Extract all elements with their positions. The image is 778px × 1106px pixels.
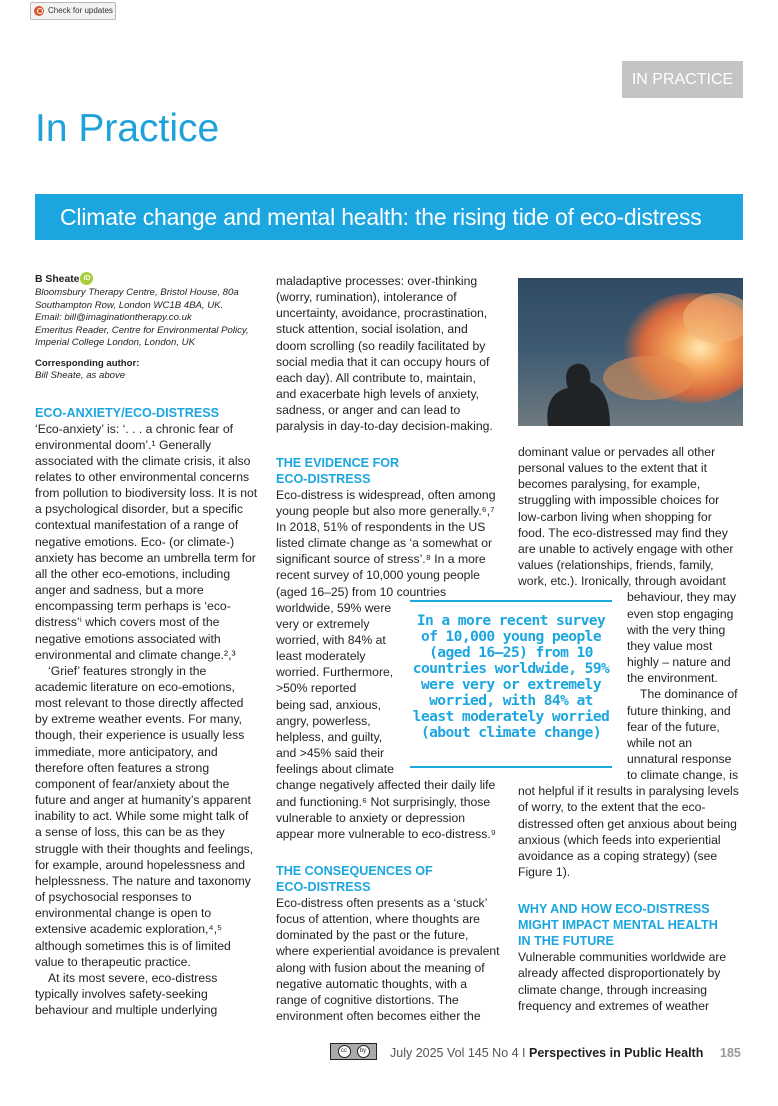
corresponding-value: Bill Sheate, as above: [35, 370, 126, 381]
text-line: paralysis in day-to-day decision-making.: [276, 419, 493, 434]
text-line: social media that it can occupy hours of: [276, 354, 490, 369]
text-line: maladaptive processes: over-thinking: [276, 274, 478, 288]
text-line: while not an: [627, 735, 693, 750]
consequences-body: [276, 895, 504, 1024]
text-line: contextual manifestation of a range of: [35, 518, 239, 533]
col2-intro: [276, 273, 504, 435]
text-line: all the other eco-emotions, including: [35, 566, 231, 581]
text-line: avoidance as a coping strategy) (see: [518, 848, 718, 863]
text-line: environmental change is open to: [35, 906, 212, 921]
text-line: At its most severe, eco-distress: [48, 970, 218, 985]
col3-body-wrap: [518, 589, 744, 783]
text-line: feelings about climate: [276, 762, 394, 777]
text-line: worried, with 84% at: [276, 632, 386, 647]
text-line: and exacerbate high levels of anxiety,: [276, 387, 480, 402]
text-line: dominated by the past or the future,: [276, 928, 469, 943]
evidence-body-tail: [276, 777, 504, 842]
text-line: food. The eco-distressed may find they: [518, 525, 728, 540]
text-line: already affected disproportionately by: [518, 966, 721, 981]
text-line: significant source of stress’.⁸ In a more: [276, 552, 486, 567]
text-line: ‘Eco-anxiety’ is: ‘. . . a chronic fear of: [35, 421, 234, 436]
text-line: are unable to actively engage with other: [518, 541, 734, 556]
text-line: listed climate change as ‘a somewhat or: [276, 536, 493, 551]
text-line: In 2018, 51% of respondents in the US: [276, 519, 486, 534]
future-body: [518, 949, 744, 1014]
article-title: Climate change and mental health: the rising tide of eco-distress: [35, 194, 743, 240]
text-line: unnatural response: [627, 751, 732, 766]
author-name: B Sheate: [35, 274, 80, 285]
text-line: of psychosocial responses to: [35, 890, 192, 905]
text-line: highly – nature and: [627, 655, 731, 670]
affiliation-line: Bloomsbury Therapy Centre, Bristol House, 80a: [35, 287, 239, 298]
text-line: a psychological disorder, but a specific: [35, 502, 243, 517]
text-line: and >45% said their: [276, 746, 385, 761]
text-line: least moderately: [276, 649, 366, 664]
author-email[interactable]: Email: bill@imaginationtherapy.co.uk: [35, 312, 192, 323]
text-line: range of cognitive distortions. The: [276, 992, 459, 1007]
heading-line: WHY AND HOW ECO-DISTRESS: [518, 902, 710, 917]
text-line: very or extremely: [276, 616, 370, 631]
text-line: component of fear/anxiety about the: [35, 776, 230, 791]
text-line: to climate change, is: [627, 768, 739, 783]
text-line: distressed often get anxious about being: [518, 816, 737, 831]
affiliation-line: Emeritus Reader, Centre for Environmental Policy,: [35, 324, 249, 336]
text-line: Vulnerable communities worldwide are: [518, 950, 727, 965]
author-affiliation: [35, 287, 265, 350]
creative-commons-license-icon[interactable]: [330, 1043, 377, 1060]
text-line: young people but also more generally.⁶,⁷: [276, 503, 495, 518]
section-heading-eco-anxiety: ECO-ANXIETY/ECO-DISTRESS: [35, 405, 220, 420]
text-line: (worry, rumination), intolerance of: [276, 290, 457, 305]
sunset-silhouette-image: [518, 278, 743, 426]
text-line: inability to act. While some might talk of: [35, 809, 249, 824]
text-line: from pollution to biodiversity loss. It is not: [35, 486, 258, 501]
text-line: extensive academic exploration,⁴,⁵: [35, 922, 223, 937]
text-line: helpless, and guilty,: [276, 729, 383, 744]
text-line: anxiety has become an umbrella term for: [35, 550, 256, 565]
cc-icon: cc: [338, 1045, 351, 1058]
text-line: uncertainty, avoidance, procrastination,: [276, 306, 488, 321]
text-line: along with fusion about the meaning of: [276, 960, 485, 975]
text-line: with the very thing: [627, 622, 726, 637]
text-line: by extreme weather events. For many,: [35, 712, 243, 727]
text-line: the environment.: [627, 671, 718, 686]
text-line: for example, around hopelessness and: [35, 857, 246, 872]
text-line: vulnerable to anxiety or depression: [276, 810, 466, 825]
text-line: struggle with their thoughts and feelings,: [35, 841, 254, 856]
text-line: behaviour and multiple underlying: [35, 1003, 218, 1018]
text-line: (aged 16–25) from 10 countries: [276, 584, 447, 599]
text-line: worldwide, 59% were: [276, 600, 392, 615]
text-line: not helpful if it results in paralysing levels: [518, 784, 739, 799]
text-line: negative emotions associated with: [35, 631, 221, 646]
text-line: Eco-distress is widespread, often among: [276, 487, 496, 502]
heading-line: THE EVIDENCE FOR: [276, 455, 400, 470]
text-line: becomes paralysing, for example,: [518, 477, 701, 492]
text-line: behaviour, they may: [627, 590, 737, 605]
text-line: low-carbon living when shopping for: [518, 509, 712, 524]
evidence-body: [276, 487, 504, 600]
text-line: The dominance of: [640, 687, 738, 702]
text-line: helplessness. The nature and taxonomy: [35, 873, 251, 888]
text-line: change negatively affected their daily life: [276, 778, 496, 793]
text-line: values (relationships, friends, family,: [518, 558, 714, 573]
text-line: relates to other environmental concerns: [35, 469, 250, 484]
affiliation-line: Southampton Row, London WC1B 4BA, UK.: [35, 299, 224, 311]
text-line: angry, powerless,: [276, 713, 371, 728]
heading-line: MIGHT IMPACT MENTAL HEALTH: [518, 918, 718, 933]
text-line: stuck attention, social isolation, and: [276, 322, 468, 337]
text-line: even stop engaging: [627, 606, 734, 621]
affiliation-line: Imperial College London, London, UK: [35, 337, 196, 348]
heading-line: IN THE FUTURE: [518, 934, 614, 949]
text-line: being sad, anxious,: [276, 697, 382, 712]
author-line: [35, 272, 265, 287]
text-line: focus of attention, where thoughts are: [276, 912, 480, 927]
section-heading-consequences: [276, 863, 504, 895]
text-line: though, their experience is usually less: [35, 728, 245, 743]
section-tag: IN PRACTICE: [622, 61, 743, 98]
heading-line: ECO-DISTRESS: [276, 471, 371, 486]
article-photo: [518, 278, 743, 426]
text-line: future and anger at humanity’s apparent: [35, 793, 251, 808]
text-line: of worry, to the extent that the eco-: [518, 800, 706, 815]
text-line: negative emotions. Eco- (or climate-): [35, 534, 235, 549]
text-line: a sense of loss, this can be as they: [35, 825, 225, 840]
text-line: future thinking, and: [627, 703, 731, 718]
text-line: doom scrolling (so readily facilitated by: [276, 338, 486, 353]
text-line: environmental doom’.¹ Generally: [35, 437, 212, 452]
by-icon: by: [357, 1045, 370, 1058]
text-line: ‘Grief’ features strongly in the: [48, 663, 207, 678]
heading-line: THE CONSEQUENCES OF: [276, 864, 433, 878]
text-line: recent survey of 10,000 young people: [276, 568, 480, 583]
text-line: value to therapeutic practice.: [35, 954, 191, 969]
orcid-icon[interactable]: iD: [80, 272, 93, 285]
journal-name: Perspectives in Public Health: [528, 1046, 704, 1060]
text-line: associated with the climate crisis, it also: [35, 453, 251, 468]
text-line: appear more vulnerable to eco-distress.⁹: [276, 826, 496, 841]
text-line: frequency and extremes of weather: [518, 998, 710, 1013]
text-line: Eco-distress often presents as a ‘stuck’: [276, 896, 488, 910]
text-line: fear of the future,: [627, 719, 720, 734]
issue-info: July 2025 Vol 145 No 4 I: [390, 1046, 529, 1060]
text-line: Figure 1).: [518, 865, 571, 880]
heading-line: ECO-DISTRESS: [276, 880, 371, 894]
text-line: negative automatic thoughts, with a: [276, 976, 468, 991]
col3-body: [518, 444, 744, 589]
pull-quote: In a more recent survey of 10,000 young people (aged 16–25) from 10 countries worldwide, 59% were very or extremely worried, with 84% at least moderately worried (about climate change): [410, 600, 612, 768]
crossmark-icon: [34, 6, 44, 16]
check-for-updates-button[interactable]: [30, 2, 116, 20]
text-line: they value most: [627, 638, 713, 653]
column-3: [518, 444, 744, 1014]
text-line: where experiential avoidance is prevalent: [276, 944, 500, 959]
text-line: academic literature on eco-emotions,: [35, 680, 235, 694]
text-line: sadness, or anger and can lead to: [276, 403, 461, 418]
column-1: [35, 272, 265, 1018]
footer-issue: [390, 1046, 703, 1060]
text-line: environment often becomes either the: [276, 1009, 481, 1024]
text-line: personal values to the extent that it: [518, 461, 708, 476]
text-line: although sometimes this is of limited: [35, 938, 231, 953]
section-heading-future: [518, 901, 744, 949]
corresponding-label: Corresponding author:: [35, 357, 140, 369]
text-line: struggling with impossible choices for: [518, 493, 720, 508]
col3-body-tail: [518, 783, 744, 880]
text-line: encompassing term perhaps is ‘eco-: [35, 599, 231, 614]
text-line: therefore often features a strong: [35, 760, 210, 775]
text-line: work, etc.). Ironically, through avoidant: [518, 574, 726, 589]
section-heading-evidence: [276, 455, 504, 487]
text-line: >50% reported: [276, 681, 357, 696]
text-line: climate change, through increasing: [518, 982, 708, 997]
text-line: distress’ⁱ which covers most of the: [35, 615, 220, 630]
text-line: environmental and climate change.²,³: [35, 647, 236, 662]
text-line: worried. Furthermore,: [276, 665, 394, 680]
text-line: and functioning.⁶ Not surprisingly, those: [276, 794, 491, 809]
text-line: dominant value or pervades all other: [518, 445, 716, 459]
page-number: 185: [720, 1046, 741, 1060]
text-line: most relevant to those directly affected: [35, 696, 244, 711]
text-line: each day). All contribute to, maintain,: [276, 370, 476, 385]
text-line: anger and sadness, but a more: [35, 583, 204, 598]
text-line: typically involves safety-seeking: [35, 986, 208, 1001]
page-heading: In Practice: [35, 107, 220, 150]
check-for-updates-label: Check for updates: [48, 6, 113, 15]
col1-body: [35, 421, 265, 1019]
text-line: anxious (which feeds into experiential: [518, 832, 721, 847]
text-line: immediate, more anticipatory, and: [35, 744, 218, 759]
